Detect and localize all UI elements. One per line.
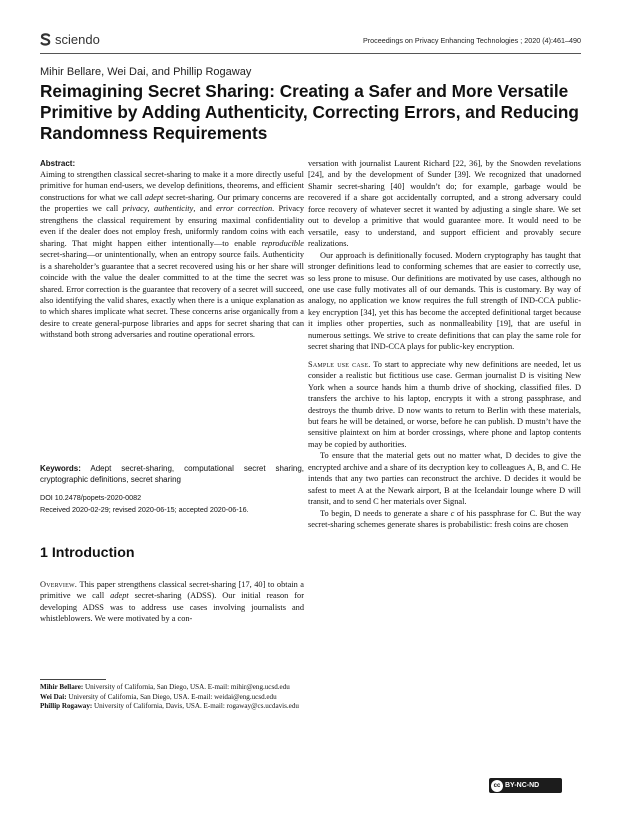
footnote xyxy=(40,693,302,703)
header-rule xyxy=(40,53,581,54)
footnote-text: University of California, San Diego, USA. E-mail: mihir@eng.ucsd.edu xyxy=(83,683,290,691)
body-text-part: To begin, D needs to generate a share xyxy=(320,508,451,518)
abstract-text-part: , and xyxy=(193,204,217,214)
body-paragraph: To ensure that the material gets out no matter what, D decides to give the encrypted archive and a share of its decryption key to colleagues A, B, and C. He intends that any two parties can reconstruct the archive. D decides it would be safest to meet A at the Newark airport, B at the Icelandair lounge where D will transit, and to send C her materials over Signal. xyxy=(308,451,581,507)
term-authenticity: authenticity xyxy=(153,204,194,214)
received-dates: Received 2020-02-29; revised 2020-06-15; accepted 2020-06-16. xyxy=(40,505,249,514)
abstract-text-part: . Privacy strengthens the classical requirement by ensuring maximal confidentiality even if the dealer does not employ fresh, uniformly random coins with each sharing. That might happen either intentionally—to enable xyxy=(40,204,304,248)
footnote-author: Mihir Bellare: xyxy=(40,683,84,691)
footnote-text: University of California, San Diego, USA. E-mail: weidai@eng.ucsd.edu xyxy=(66,692,277,701)
term-adept: adept xyxy=(110,591,129,601)
paper-title: Reimagining Secret Sharing: Creating a Safer and More Versatile Primitive by Adding Authenticity, Correcting Errors, and Reducing Randomness Requirements xyxy=(40,81,579,143)
intro-text-part: secret-sharing (ADSS). Our initial reason for developing ADSS was to address use cases involving journalists and whistleblowers. We were motivated by a con- xyxy=(40,591,304,624)
keywords xyxy=(40,463,304,485)
abstract-text-part: secret-sharing. Our primary concerns are the properties we call xyxy=(40,192,304,214)
intro-paragraph xyxy=(40,579,304,625)
author-list: Mihir Bellare, Wei Dai, and Phillip Rogaway xyxy=(40,66,252,78)
abstract-text-part: Aiming to strengthen classical secret-sharing to make it a more directly useful primitive for human end-users, we develop definitions, theorems, and efficient constructions for what we call xyxy=(40,170,304,202)
author-footnotes xyxy=(40,683,302,712)
overview-label: Overview. xyxy=(40,580,78,589)
section-heading: 1 Introduction xyxy=(40,545,135,561)
creative-commons-icon: cc xyxy=(491,780,503,792)
license-text: BY-NC-ND xyxy=(505,782,540,789)
abstract-text-part: secret-sharing—or unintentionally, when an entropy source fails. Authenticity is a shareholder’s guarantee that a secret recovered using his or her share will coincide with the value the dealer committed to at the time the secret was shared. Error correction is the guarantee that recovery of a secret will succeed, also identifying the valid shares, exactly when there is a unique explanation as to which shares implicate what secret. These concerns arise organically from a desire to create general-purpose libraries and apps for secret sharing that can withstand both strong adversaries and routine operational errors. xyxy=(40,250,304,340)
keywords-label: Keywords: xyxy=(40,464,81,473)
footnote-author: Phillip Rogaway: xyxy=(40,702,93,711)
footnote-rule xyxy=(40,679,106,680)
body-paragraph xyxy=(308,508,581,531)
right-column xyxy=(308,158,581,531)
abstract-text xyxy=(40,169,304,341)
journal-citation: Proceedings on Privacy Enhancing Technologies ; 2020 (4):461–490 xyxy=(362,36,581,45)
term-adept: adept xyxy=(144,192,164,202)
sciendo-logo-icon xyxy=(40,33,51,46)
variable-c: c xyxy=(450,508,455,518)
body-text-part: of his passphrase for C. But the way secret-sharing schemes generate shares is probabilistic: fresh coins are chosen xyxy=(308,508,581,530)
body-paragraph: versation with journalist Laurent Richard [22, 36], by the Snowden revelations [24], and by the development of Sunder [39]. We recognized that unadorned Shamir secret-sharing [40] wouldn’t do; for example, garbage would be recovered if a share got accidentally corrupted, and a strong adversary could force recovery of whatever secret it wanted by adjusting a single share. We set out to develop a primitive that would guarantee more. It would need to be versatile, easy to understand, and support efficient and provably secure realizations. xyxy=(308,159,581,249)
keywords-text: Adept secret-sharing, computational secret sharing, cryptographic definitions, secret sharing xyxy=(40,464,304,484)
body-paragraph xyxy=(308,359,581,451)
page-header xyxy=(40,32,581,50)
body-text-part: To start to appreciate why new definitions are needed, let us consider a realistic but fictitious use case. German journalist D is visiting New York when a source hands him a thumb drive of shocking, classified files. D transfers the archive to his laptop, encrypts it with a strong passphrase, and destroys the thumb drive. D now wants to return to Berlin with these materials, but fears he will be detained, or worse, before he can publish. D mustn’t have the sensitive plaintext on him at border crossings, where phone and laptop contents may be copied by authorities. xyxy=(308,359,581,449)
footnote xyxy=(40,683,302,693)
footnote xyxy=(40,702,302,712)
intro-text-part: This paper strengthens classical secret-sharing [17, 40] to obtain a primitive we call xyxy=(40,580,304,601)
footnote-author: Wei Dai: xyxy=(40,692,67,701)
footnote-text: University of California, Davis, USA. E-mail: rogaway@cs.ucdavis.edu xyxy=(92,702,299,711)
logo-text: sciendo xyxy=(55,32,100,47)
abstract-block xyxy=(40,158,304,341)
abstract-heading: Abstract: xyxy=(40,159,76,168)
cc-license-badge[interactable] xyxy=(489,778,562,793)
term-privacy: privacy xyxy=(122,204,148,214)
sample-use-case-label: Sample use case. xyxy=(308,359,371,369)
abstract-text-part: , xyxy=(147,204,154,214)
term-error-correction: error correction xyxy=(216,204,273,214)
doi[interactable]: DOI 10.2478/popets-2020-0082 xyxy=(40,493,142,502)
body-paragraph: Our approach is definitionally focused. Modern cryptography has taught that stronger definitions lead to conforming schemes that are easier to correctly use, so less prone to misuse. Our definitions are motivated by use cases, although no one use case fully motivates all of our demands. This is customary. By way of analogy, no application we know requires the full strength of IND-CCA public-key encryption [34], yet this has become the accepted definitional target because it implies other properties, such as nonmalleability [19], that are useful in numerous settings. We strive to create definitions that can play the same role for secret sharing that IND-CCA plays for public-key encryption. xyxy=(308,250,581,352)
term-reproducible: reproducible xyxy=(261,238,304,248)
publisher-logo[interactable] xyxy=(40,32,100,47)
